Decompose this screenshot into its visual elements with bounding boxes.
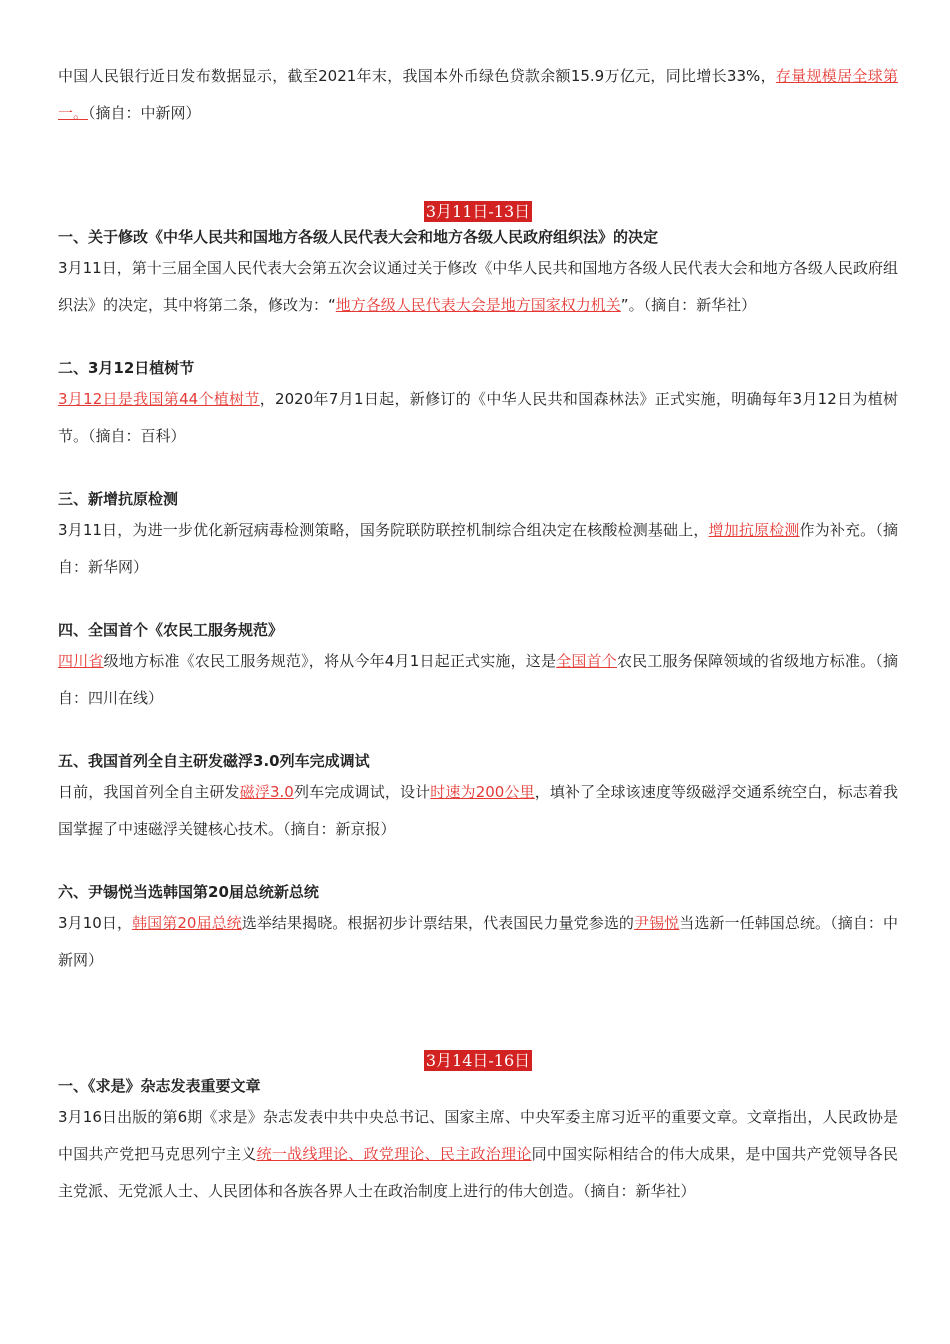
news-item bbox=[58, 486, 898, 586]
intro-paragraph: 中国人民银行近日发布数据显示，截至2021年末，我国本外币绿色贷款余额15.9万亿元，同比增长33%，存量规模居全球第一。（摘自：中新网） bbox=[58, 67, 898, 122]
news-item-title: 一、《求是》杂志发表重要文章 bbox=[58, 1077, 261, 1095]
news-item-body: 日前，我国首列全自主研发磁浮3.0列车完成调试，设计时速为200公里，填补了全球该速度等级磁浮交通系统空白，标志着我国掌握了中速磁浮关键核心技术。（摘自：新京报） bbox=[58, 783, 898, 838]
highlight-text: 存量规模居全球第一。 bbox=[58, 67, 898, 122]
news-item bbox=[58, 355, 898, 455]
news-item-title: 六、尹锡悦当选韩国第20届总统新总统 bbox=[58, 883, 319, 901]
news-item bbox=[58, 879, 898, 979]
document-page bbox=[58, 58, 898, 1210]
news-item bbox=[58, 617, 898, 717]
news-item-title: 五、我国首列全自主研发磁浮3.0列车完成调试 bbox=[58, 752, 370, 770]
news-item-body: 3月11日，第十三届全国人民代表大会第五次会议通过关于修改《中华人民共和国地方各级人民代表大会和地方各级人民政府组织法》的决定，其中将第二条，修改为：“地方各级人民代表大会是地方国家权力机关”。（摘自：新华社） bbox=[58, 259, 898, 314]
date-heading-block2: 3月14日-16日 bbox=[425, 1051, 531, 1070]
news-item-body: 3月11日，为进一步优化新冠病毒检测策略，国务院联防联控机制综合组决定在核酸检测基础上，增加抗原检测作为补充。（摘自：新华网） bbox=[58, 521, 898, 576]
date-heading-block1: 3月11日-13日 bbox=[425, 202, 531, 221]
news-item-body: 四川省级地方标准《农民工服务规范》，将从今年4月1日起正式实施，这是全国首个农民工服务保障领域的省级地方标准。（摘自：四川在线） bbox=[58, 652, 898, 707]
news-item-body: 3月16日出版的第6期《求是》杂志发表中共中央总书记、国家主席、中央军委主席习近平的重要文章。文章指出，人民政协是中国共产党把马克思列宁主义统一战线理论、政党理论、民主政治理论同中国实际相结合的伟大成果，是中国共产党领导各民主党派、无党派人士、人民团体和各族各界人士在政治制度上进行的伟大创造。（摘自：新华社） bbox=[58, 1108, 898, 1200]
news-item-body: 3月10日，韩国第20届总统选举结果揭晓。根据初步计票结果，代表国民力量党参选的尹锡悦当选新一任韩国总统。（摘自：中新网） bbox=[58, 914, 898, 969]
news-item-body: 3月12日是我国第44个植树节，2020年7月1日起，新修订的《中华人民共和国森林法》正式实施，明确每年3月12日为植树节。（摘自：百科） bbox=[58, 390, 899, 445]
news-item bbox=[58, 1073, 898, 1210]
news-item-title: 三、新增抗原检测 bbox=[58, 490, 179, 508]
news-item-title: 二、3月12日植树节 bbox=[58, 359, 195, 377]
news-item bbox=[58, 748, 898, 848]
news-item bbox=[58, 224, 898, 324]
news-item-title: 一、关于修改《中华人民共和国地方各级人民代表大会和地方各级人民政府组织法》的决定 bbox=[58, 228, 659, 246]
news-item-title: 四、全国首个《农民工服务规范》 bbox=[58, 621, 284, 639]
